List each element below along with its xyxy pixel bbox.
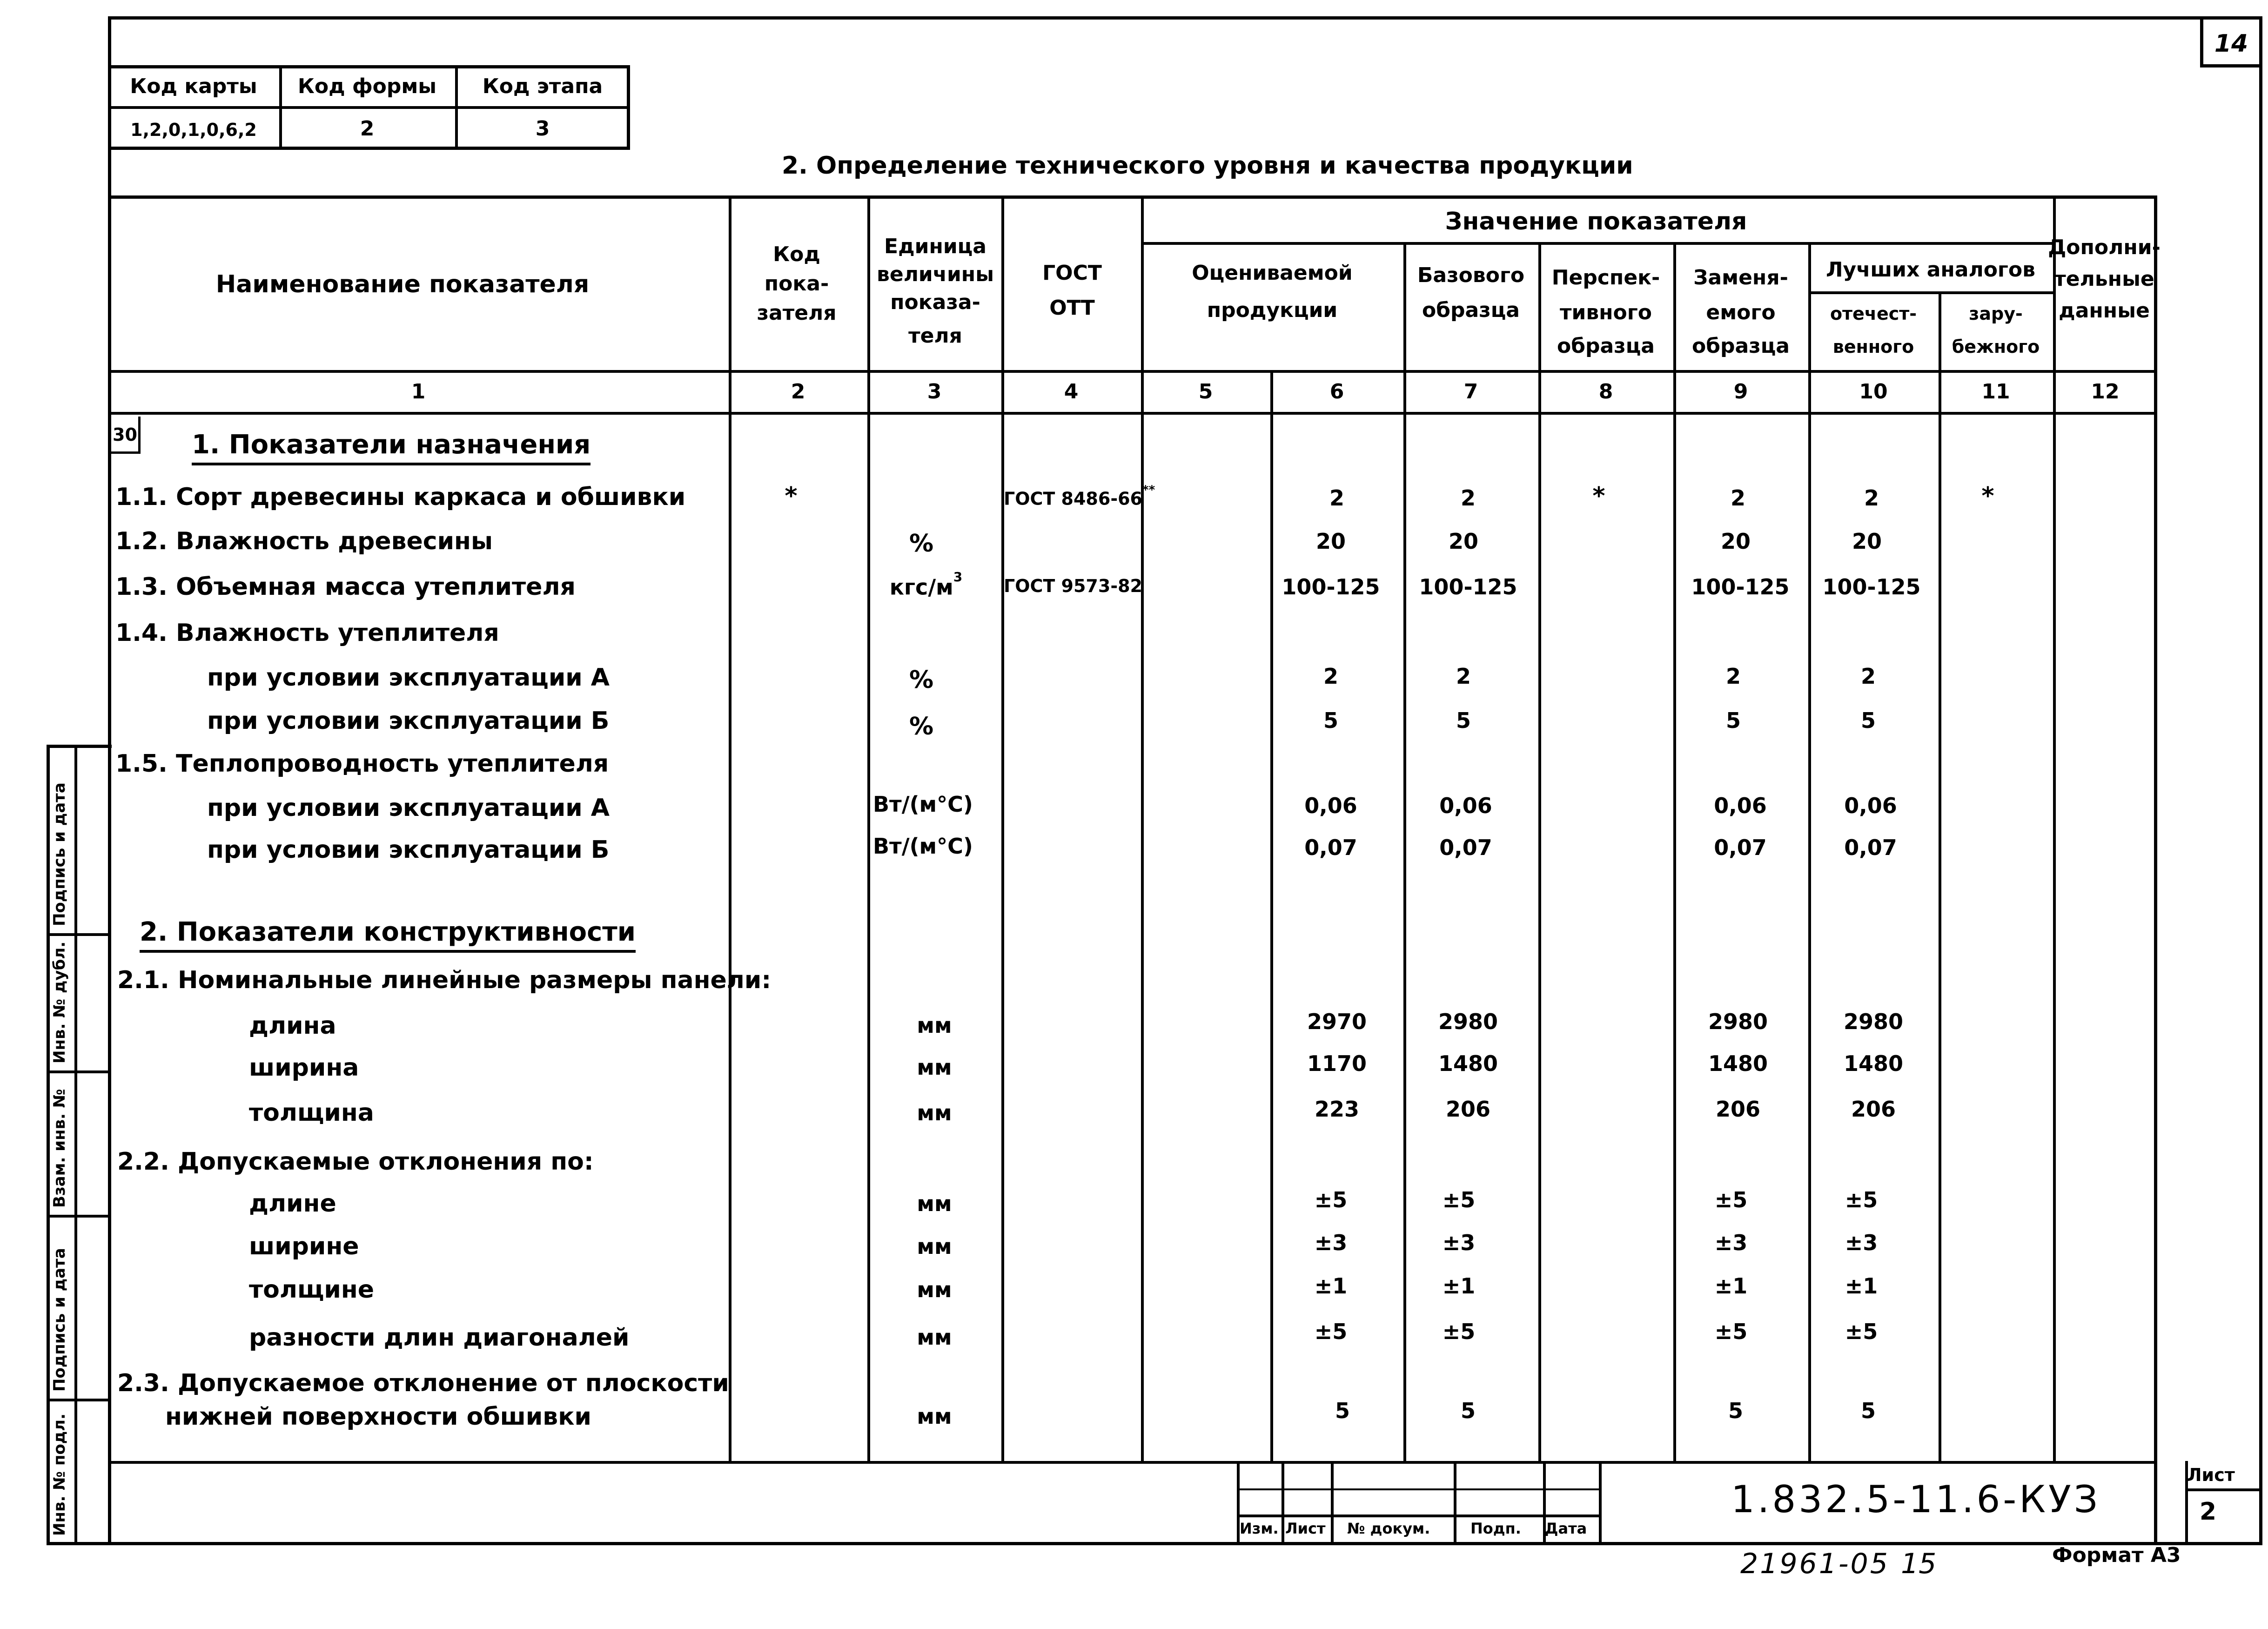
col-extra-header-3: данные bbox=[2059, 299, 2150, 323]
unit-2-2-diagonals: мм bbox=[917, 1325, 952, 1350]
unit-2-2-length: мм bbox=[917, 1191, 952, 1216]
code-form-value: 2 bbox=[360, 117, 375, 141]
side-stamp-inv-podl: Инв. № подл. bbox=[50, 1413, 69, 1536]
tb-label-date: Дата bbox=[1545, 1520, 1587, 1537]
col-name-header: Наименование показателя bbox=[215, 270, 590, 298]
corner-number: 14 bbox=[2214, 30, 2248, 58]
unit-2-1-length: мм bbox=[917, 1013, 952, 1038]
footer-format: Формат А3 bbox=[2052, 1543, 2181, 1567]
row-name-1-2: 1.2. Влажность древесины bbox=[115, 527, 493, 555]
row-name-2-1-length: длина bbox=[249, 1012, 336, 1040]
page-title: 2. Определение технического уровня и качества продукции bbox=[782, 152, 1633, 180]
unit-2-1-thickness: мм bbox=[917, 1100, 952, 1125]
col-replaced-header-3: образца bbox=[1691, 334, 1790, 358]
col-domestic-header-2: венного bbox=[1832, 337, 1914, 357]
code-stage-value: 3 bbox=[535, 117, 550, 141]
tb-label-izm: Изм. bbox=[1240, 1520, 1279, 1537]
row-1-3-gost: ГОСТ 9573-82 bbox=[1004, 576, 1142, 596]
footer-number: 21961-05 bbox=[1740, 1548, 1890, 1580]
code-card-value: 1,2,0,1,0,6,2 bbox=[130, 120, 257, 140]
tb-label-doc: № докум. bbox=[1347, 1520, 1430, 1537]
row-name-2-1-width: ширина bbox=[249, 1054, 359, 1082]
tb-sheet-label: Лист bbox=[2187, 1465, 2235, 1485]
unit-1-3: кгс/$м^3$ bbox=[889, 569, 963, 600]
row-name-1-5-b: при условии эксплуатации Б bbox=[207, 836, 610, 864]
row-1-1-foreign: * bbox=[1981, 482, 1994, 510]
row-1-1-perspective: * bbox=[1592, 482, 1605, 510]
col-code-header-3: зателя bbox=[757, 301, 837, 325]
col-perspective-header-1: Перспек- bbox=[1551, 266, 1660, 289]
tb-sheet-value: 2 bbox=[2199, 1498, 2217, 1526]
row-name-2-1-thickness: толщина bbox=[249, 1099, 374, 1127]
col-gost-header-2: ОТТ bbox=[1049, 296, 1095, 320]
row-1-1-gost: ГОСТ 8486-66** bbox=[1004, 483, 1155, 509]
unit-2-2-thickness: мм bbox=[917, 1277, 952, 1302]
side-stamp-sign-date-2: Подпись и дата bbox=[50, 782, 69, 926]
row-name-1-3: 1.3. Объемная масса утеплителя bbox=[115, 573, 576, 601]
row-name-2-2-thickness: толщине bbox=[249, 1276, 375, 1304]
row-name-1-4-a: при условии эксплуатации А bbox=[207, 664, 610, 692]
row-name-1-5-a: при условии эксплуатации А bbox=[207, 794, 610, 822]
col-unit-header-4: теля bbox=[908, 324, 962, 348]
row-name-2-2-diagonals: разности длин диагоналей bbox=[249, 1324, 630, 1352]
col-perspective-header-3: образца bbox=[1557, 334, 1655, 358]
col-base-header-1: Базового bbox=[1417, 263, 1525, 287]
row-name-1-4-b: при условии эксплуатации Б bbox=[207, 707, 610, 735]
row-name-1-1: 1.1. Сорт древесины каркаса и обшивки bbox=[115, 483, 686, 511]
col-foreign-header-1: зару- bbox=[1969, 303, 2023, 324]
code-form-header: Код формы bbox=[297, 74, 437, 98]
row-name-2-1: 2.1. Номинальные линейные размеры панели: bbox=[117, 966, 772, 994]
row-name-2-2: 2.2. Допускаемые отклонения по: bbox=[117, 1148, 594, 1176]
tb-designation: 1.832.5-11.6-КУЗ bbox=[1731, 1478, 2101, 1521]
col-extra-header-1: Дополни- bbox=[2048, 236, 2161, 259]
row-1-1-code: * bbox=[785, 482, 798, 510]
footer-page: 15 bbox=[1901, 1548, 1937, 1580]
col-perspective-header-2: тивного bbox=[1559, 301, 1652, 324]
code-stage-header: Код этапа bbox=[482, 74, 603, 98]
unit-1-4-a: % bbox=[909, 666, 934, 694]
col-unit-header-1: Единица bbox=[884, 235, 986, 258]
section-2-heading: 2. Показатели конструктивности bbox=[140, 919, 636, 945]
unit-2-1-width: мм bbox=[917, 1055, 952, 1080]
col-domestic-header-1: отечест- bbox=[1830, 303, 1917, 324]
col-evaluated-header-2: продукции bbox=[1207, 298, 1338, 322]
row-name-2-2-width: ширине bbox=[249, 1232, 359, 1260]
row-name-2-3-cont: нижней поверхности обшивки bbox=[165, 1403, 591, 1431]
tb-label-list: Лист bbox=[1285, 1520, 1326, 1537]
col-code-header-1: Код bbox=[773, 242, 820, 266]
unit-2-2-width: мм bbox=[917, 1234, 952, 1259]
tb-label-sign: Подп. bbox=[1470, 1520, 1521, 1537]
col-replaced-header-1: Заменя- bbox=[1693, 266, 1788, 289]
best-analogs-header: Лучших аналогов bbox=[1826, 258, 2035, 282]
unit-1-5-b: Вт/(м°С) bbox=[873, 834, 973, 859]
col-unit-header-2: величины bbox=[877, 263, 994, 286]
row-name-2-2-length: длине bbox=[249, 1190, 336, 1218]
side-stamp-inv-dubl: Инв. № дубл. bbox=[50, 941, 69, 1064]
col-extra-header-2: тельные bbox=[2054, 267, 2154, 291]
row-name-1-5: 1.5. Теплопроводность утеплителя bbox=[115, 750, 609, 778]
unit-2-3: мм bbox=[917, 1404, 952, 1429]
unit-1-5-a: Вт/(м°С) bbox=[873, 792, 973, 817]
side-stamp-vzam: Взам. инв. № bbox=[50, 1089, 69, 1208]
row-counter: 30 bbox=[113, 424, 137, 445]
value-group-header: Значение показателя bbox=[1445, 208, 1747, 236]
unit-1-2: % bbox=[909, 530, 934, 558]
col-unit-header-3: показа- bbox=[890, 290, 980, 314]
col-gost-header-1: ГОСТ bbox=[1042, 261, 1102, 285]
side-stamp-sign-date-1: Подпись и дата bbox=[50, 1248, 69, 1392]
col-evaluated-header-1: Оцениваемой bbox=[1192, 261, 1353, 285]
col-replaced-header-2: емого bbox=[1706, 301, 1776, 324]
row-name-1-4: 1.4. Влажность утеплителя bbox=[115, 619, 499, 647]
col-foreign-header-2: бежного bbox=[1952, 337, 2040, 357]
unit-1-4-b: % bbox=[909, 713, 934, 740]
row-name-2-3: 2.3. Допускаемое отклонение от плоскости bbox=[117, 1369, 729, 1397]
col-code-header-2: пока- bbox=[764, 272, 829, 296]
col-base-header-2: образца bbox=[1422, 298, 1520, 322]
section-1-heading: 1. Показатели назначения bbox=[192, 432, 590, 458]
code-card-header: Код карты bbox=[130, 74, 257, 98]
